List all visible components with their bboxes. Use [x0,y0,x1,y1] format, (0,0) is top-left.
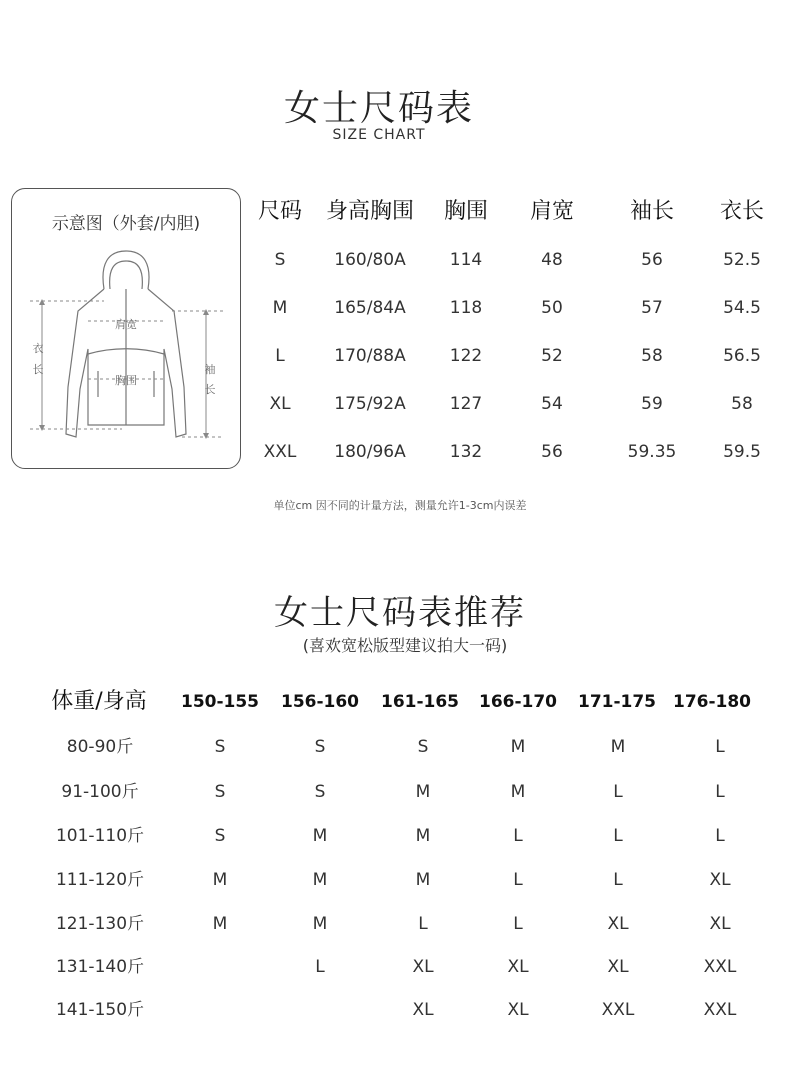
weight-cell: 141-150斤 [55,1000,145,1020]
length-label-2: 长 [32,363,44,376]
size-cell: M [312,914,328,934]
recommendation-title: 女士尺码表推荐 [274,593,526,633]
chest-cell: 127 [449,394,483,414]
size-cell: XL [607,914,629,934]
weight-cell: 91-100斤 [61,782,139,802]
chest-cell: 132 [449,442,483,462]
shoulder-width-label: 肩宽 [115,318,137,331]
size-cell: L [275,346,285,366]
size-cell: S [274,250,286,270]
shoulder-cell: 50 [541,298,563,318]
length-label-1: 衣 [32,342,44,355]
sleeve-label-1: 袖 [204,363,216,376]
recommendation-row [0,902,790,946]
size-cell: S [214,826,226,846]
header-height-range: 161-165 [380,692,460,712]
size-cell: M [510,782,526,802]
header-shoulder: 肩宽 [529,199,574,224]
size-cell: XL [412,1000,434,1020]
size-cell: XL [709,914,731,934]
diagram-label: 示意图（外套/内胆) [51,214,201,234]
size-cell: M [272,298,288,318]
length-cell: 58 [731,394,753,414]
size-table-header [256,188,776,236]
length-cell: 56.5 [723,346,761,366]
size-cell: L [315,957,325,977]
size-cell: XXL [703,957,737,977]
size-cell: L [513,826,523,846]
size-cell: XL [507,1000,529,1020]
sleeve-cell: 58 [641,346,663,366]
header-height-range: 156-160 [280,692,360,712]
jacket-diagram [11,188,241,469]
sleeve-cell: 59 [641,394,663,414]
size-table-row [256,380,776,428]
height-chest-cell: 165/84A [334,298,406,318]
recommendation-row [0,814,790,858]
length-cell: 52.5 [723,250,761,270]
size-cell: XL [709,870,731,890]
size-cell: L [613,826,623,846]
weight-cell: 131-140斤 [55,957,145,977]
size-cell: XL [507,957,529,977]
jacket-illustration [12,189,242,470]
size-cell: XXL [601,1000,635,1020]
size-cell: XXL [703,1000,737,1020]
size-cell: M [212,870,228,890]
weight-cell: 101-110斤 [55,826,145,846]
recommendation-row [0,770,790,814]
size-cell: S [214,782,226,802]
size-cell: M [212,914,228,934]
sleeve-cell: 57 [641,298,663,318]
size-table-row [256,284,776,332]
size-cell: L [613,782,623,802]
size-cell: M [415,826,431,846]
size-cell: XL [269,394,291,414]
header-height-range: 176-180 [672,692,752,712]
size-cell: S [417,737,429,757]
sleeve-cell: 56 [641,250,663,270]
size-cell: L [715,737,725,757]
size-cell: S [314,782,326,802]
weight-cell: 121-130斤 [55,914,145,934]
size-cell: XXL [263,442,297,462]
shoulder-cell: 48 [541,250,563,270]
header-weight-height: 体重/身高 [51,689,147,714]
size-cell: XL [607,957,629,977]
sleeve-cell: 59.35 [627,442,677,462]
header-chest: 胸围 [443,199,488,224]
recommendation-row [0,988,790,1032]
weight-cell: 111-120斤 [55,870,145,890]
header-height-range: 171-175 [577,692,657,712]
shoulder-cell: 54 [541,394,563,414]
size-table-row [256,236,776,284]
header-height-chest: 身高胸围 [325,199,414,224]
height-chest-cell: 160/80A [334,250,406,270]
size-cell: L [513,914,523,934]
chest-cell: 122 [449,346,483,366]
size-cell: M [415,870,431,890]
size-cell: M [415,782,431,802]
recommendation-row [0,725,790,769]
header-length: 衣长 [719,199,764,224]
shoulder-cell: 56 [541,442,563,462]
size-cell: M [510,737,526,757]
size-cell: XL [412,957,434,977]
recommendation-row [0,945,790,989]
size-cell: S [214,737,226,757]
size-cell: L [715,826,725,846]
size-cell: M [312,870,328,890]
size-cell: L [715,782,725,802]
size-cell: L [418,914,428,934]
size-chart-subtitle: SIZE CHART [332,127,426,143]
size-cell: L [613,870,623,890]
header-height-range: 150-155 [180,692,260,712]
header-size: 尺码 [257,199,302,224]
recommendation-row [0,858,790,902]
size-cell: S [314,737,326,757]
height-chest-cell: 175/92A [334,394,406,414]
size-chart-title: 女士尺码表 [283,88,474,129]
recommendation-subtitle: (喜欢宽松版型建议拍大一码) [302,636,508,655]
shoulder-cell: 52 [541,346,563,366]
header-height-range: 166-170 [478,692,558,712]
height-chest-cell: 180/96A [334,442,406,462]
sleeve-label-2: 长 [204,383,216,396]
measurement-note: 单位cm 因不同的计量方法，测量允许1-3cm内误差 [273,499,527,512]
size-cell: L [513,870,523,890]
length-cell: 54.5 [723,298,761,318]
header-sleeve: 袖长 [629,199,674,224]
chest-cell: 114 [449,250,483,270]
height-chest-cell: 170/88A [334,346,406,366]
size-table-row [256,428,776,476]
chest-label: 胸围 [115,374,137,387]
chest-cell: 118 [449,298,483,318]
size-cell: M [610,737,626,757]
size-cell: M [312,826,328,846]
size-table-row [256,332,776,380]
length-cell: 59.5 [723,442,761,462]
recommendation-header [0,680,790,724]
weight-cell: 80-90斤 [66,737,134,757]
